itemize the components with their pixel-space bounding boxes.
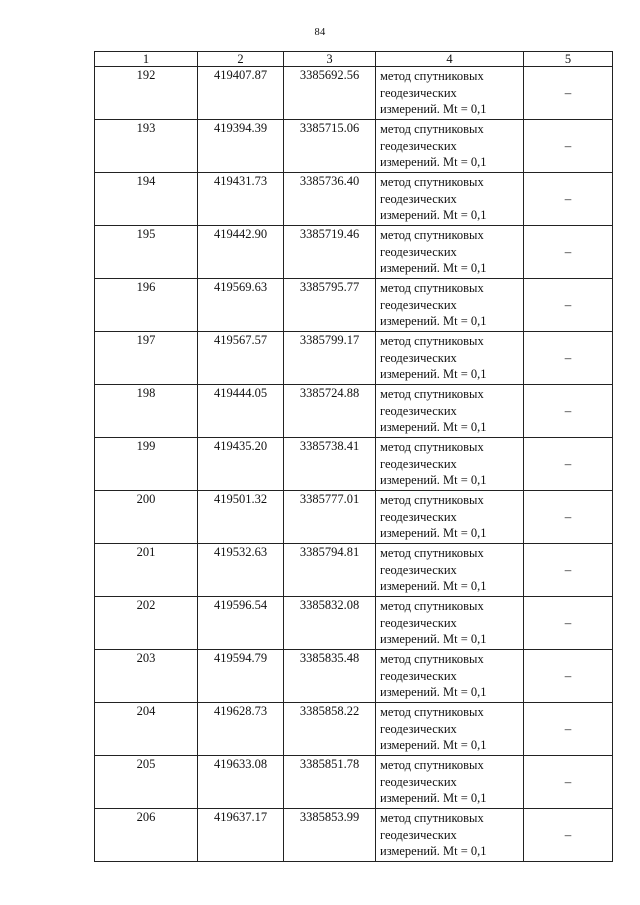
note-cell: – [524, 544, 613, 597]
method-cell [376, 756, 524, 809]
point-number-cell: 203 [95, 650, 198, 703]
point-number-cell: 195 [95, 226, 198, 279]
table-row [95, 120, 613, 173]
y-coordinate-cell: 3385851.78 [284, 756, 376, 809]
method-text-line: метод спутниковых [380, 652, 484, 666]
method-text-line: геодезических [380, 668, 457, 683]
y-coordinate-cell: 3385719.46 [284, 226, 376, 279]
x-coordinate-cell: 419394.39 [198, 120, 284, 173]
y-coordinate-cell: 3385794.81 [284, 544, 376, 597]
method-text-line: геодезических [380, 244, 457, 259]
x-coordinate-cell: 419435.20 [198, 438, 284, 491]
y-coordinate-cell: 3385724.88 [284, 385, 376, 438]
table-body [95, 67, 613, 862]
method-text-line: измерений. Mt = 0,1 [380, 473, 487, 487]
y-coordinate-cell: 3385795.77 [284, 279, 376, 332]
note-cell: – [524, 650, 613, 703]
method-cell [376, 120, 524, 173]
table-row [95, 650, 613, 703]
method-cell [376, 650, 524, 703]
method-text-line: измерений. Mt = 0,1 [380, 738, 487, 752]
method-text-line: геодезических [380, 297, 457, 312]
table-header-row [95, 52, 613, 67]
point-number-cell: 197 [95, 332, 198, 385]
method-cell [376, 809, 524, 862]
x-coordinate-cell: 419628.73 [198, 703, 284, 756]
method-text-line: метод спутниковых [380, 334, 484, 348]
point-number-cell: 192 [95, 67, 198, 120]
table-row [95, 279, 613, 332]
x-coordinate-cell: 419442.90 [198, 226, 284, 279]
note-cell: – [524, 703, 613, 756]
method-text-line: измерений. Mt = 0,1 [380, 791, 487, 805]
method-text-line: метод спутниковых [380, 387, 484, 401]
method-text-line: метод спутниковых [380, 599, 484, 613]
note-cell: – [524, 385, 613, 438]
table-row [95, 491, 613, 544]
method-text-line: измерений. Mt = 0,1 [380, 208, 487, 222]
note-cell: – [524, 226, 613, 279]
method-text-line: геодезических [380, 138, 457, 153]
method-text-line: геодезических [380, 191, 457, 206]
method-cell [376, 67, 524, 120]
method-cell [376, 173, 524, 226]
page-number: 84 [314, 27, 326, 38]
header-col-5: 5 [524, 52, 613, 67]
point-number-cell: 204 [95, 703, 198, 756]
x-coordinate-cell: 419431.73 [198, 173, 284, 226]
y-coordinate-cell: 3385715.06 [284, 120, 376, 173]
x-coordinate-cell: 419444.05 [198, 385, 284, 438]
method-text-line: геодезических [380, 509, 457, 524]
point-number-cell: 194 [95, 173, 198, 226]
note-cell: – [524, 491, 613, 544]
x-coordinate-cell: 419567.57 [198, 332, 284, 385]
method-text-line: измерений. Mt = 0,1 [380, 844, 487, 858]
method-cell [376, 332, 524, 385]
point-number-cell: 205 [95, 756, 198, 809]
point-number-cell: 201 [95, 544, 198, 597]
point-number-cell: 193 [95, 120, 198, 173]
method-text-line: геодезических [380, 562, 457, 577]
table-row [95, 597, 613, 650]
y-coordinate-cell: 3385853.99 [284, 809, 376, 862]
method-cell [376, 226, 524, 279]
note-cell: – [524, 67, 613, 120]
note-cell: – [524, 809, 613, 862]
method-cell [376, 385, 524, 438]
header-col-4: 4 [376, 52, 524, 67]
note-cell: – [524, 279, 613, 332]
method-text-line: измерений. Mt = 0,1 [380, 314, 487, 328]
y-coordinate-cell: 3385738.41 [284, 438, 376, 491]
method-text-line: метод спутниковых [380, 811, 484, 825]
method-text-line: метод спутниковых [380, 493, 484, 507]
method-text-line: измерений. Mt = 0,1 [380, 155, 487, 169]
method-text-line: геодезических [380, 721, 457, 736]
header-col-2: 2 [198, 52, 284, 67]
method-text-line: метод спутниковых [380, 69, 484, 83]
y-coordinate-cell: 3385799.17 [284, 332, 376, 385]
note-cell: – [524, 756, 613, 809]
point-number-cell: 199 [95, 438, 198, 491]
method-text-line: геодезических [380, 403, 457, 418]
y-coordinate-cell: 3385858.22 [284, 703, 376, 756]
point-number-cell: 206 [95, 809, 198, 862]
point-number-cell: 200 [95, 491, 198, 544]
table-row [95, 809, 613, 862]
point-number-cell: 196 [95, 279, 198, 332]
method-text-line: измерений. Mt = 0,1 [380, 526, 487, 540]
method-text-line: измерений. Mt = 0,1 [380, 420, 487, 434]
method-text-line: метод спутниковых [380, 228, 484, 242]
note-cell: – [524, 438, 613, 491]
note-cell: – [524, 332, 613, 385]
x-coordinate-cell: 419637.17 [198, 809, 284, 862]
x-coordinate-cell: 419569.63 [198, 279, 284, 332]
method-text-line: метод спутниковых [380, 705, 484, 719]
x-coordinate-cell: 419501.32 [198, 491, 284, 544]
method-cell [376, 597, 524, 650]
note-cell: – [524, 120, 613, 173]
point-number-cell: 198 [95, 385, 198, 438]
y-coordinate-cell: 3385692.56 [284, 67, 376, 120]
x-coordinate-cell: 419407.87 [198, 67, 284, 120]
method-text-line: метод спутниковых [380, 758, 484, 772]
method-text-line: метод спутниковых [380, 440, 484, 454]
x-coordinate-cell: 419633.08 [198, 756, 284, 809]
method-text-line: метод спутниковых [380, 281, 484, 295]
x-coordinate-cell: 419596.54 [198, 597, 284, 650]
note-cell: – [524, 173, 613, 226]
method-cell [376, 279, 524, 332]
table-row [95, 67, 613, 120]
table-row [95, 756, 613, 809]
x-coordinate-cell: 419532.63 [198, 544, 284, 597]
method-text-line: геодезических [380, 456, 457, 471]
method-text-line: измерений. Mt = 0,1 [380, 632, 487, 646]
table-row [95, 703, 613, 756]
table-row [95, 332, 613, 385]
table-row [95, 173, 613, 226]
method-text-line: геодезических [380, 774, 457, 789]
method-text-line: метод спутниковых [380, 175, 484, 189]
y-coordinate-cell: 3385736.40 [284, 173, 376, 226]
point-number-cell: 202 [95, 597, 198, 650]
y-coordinate-cell: 3385835.48 [284, 650, 376, 703]
y-coordinate-cell: 3385832.08 [284, 597, 376, 650]
y-coordinate-cell: 3385777.01 [284, 491, 376, 544]
method-text-line: измерений. Mt = 0,1 [380, 102, 487, 116]
method-cell [376, 438, 524, 491]
x-coordinate-cell: 419594.79 [198, 650, 284, 703]
header-col-1: 1 [95, 52, 198, 67]
method-text-line: геодезических [380, 85, 457, 100]
table-row [95, 544, 613, 597]
method-text-line: геодезических [380, 827, 457, 842]
method-text-line: метод спутниковых [380, 122, 484, 136]
note-cell: – [524, 597, 613, 650]
table-row [95, 438, 613, 491]
method-cell [376, 544, 524, 597]
method-text-line: метод спутниковых [380, 546, 484, 560]
method-text-line: геодезических [380, 350, 457, 365]
method-text-line: геодезических [380, 615, 457, 630]
table-row [95, 385, 613, 438]
method-cell [376, 703, 524, 756]
method-cell [376, 491, 524, 544]
header-col-3: 3 [284, 52, 376, 67]
method-text-line: измерений. Mt = 0,1 [380, 685, 487, 699]
method-text-line: измерений. Mt = 0,1 [380, 579, 487, 593]
table-row [95, 226, 613, 279]
coordinates-table [94, 51, 613, 862]
method-text-line: измерений. Mt = 0,1 [380, 367, 487, 381]
method-text-line: измерений. Mt = 0,1 [380, 261, 487, 275]
